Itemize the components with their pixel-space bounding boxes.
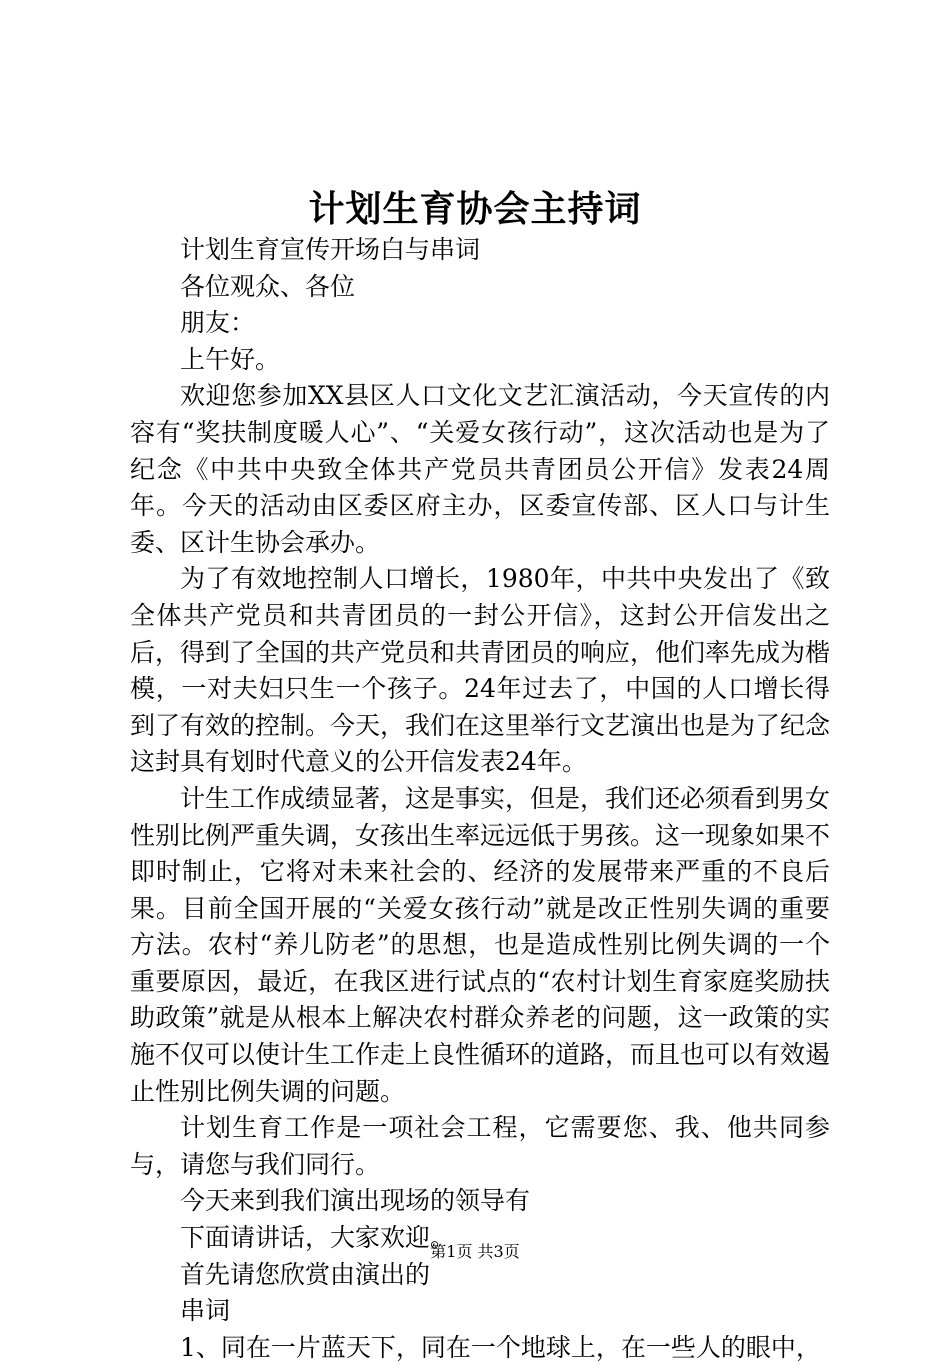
paragraph: 下面请讲话，大家欢迎。 [180,1223,456,1253]
paragraph: 朋友： [180,308,256,338]
paragraph: 计生工作成绩显著，这是事实，但是，我们还必须看到男女性别比例严重失调，女孩出生率远远低于男孩。这一现象如果不即时制止，它将对未来社会的、经济的发展带来严重的不良后果。目前全国开展的“关爱女孩行动”就是改正性别失调的重要方法。农村“养儿防老”的思想，也是造成性别比例失调的一个重要原因，最近，在我区进行试点的“农村计划生育家庭奖励扶助政策”就是从根本上解决农村群众养老的问题，这一政策的实施不仅可以使计生工作走上良性循环的道路，而且也可以有效遏止性别比例失调的问题。 [130,783,831,1106]
paragraph: 计划生育宣传开场白与串词 [180,235,481,264]
paragraph: 各位观众、各位 [180,271,356,301]
page-number-footer: 第1页 共3页 [430,1242,520,1261]
paragraph: 串词 [180,1296,231,1326]
paragraph: 1、同在一片蓝天下，同在一个地球上，在一些人的眼中， [180,1332,821,1362]
paragraph: 为了有效地控制人口增长，1980年，中共中央发出了《致全体共产党员和共青团员的一封公开信》，这封公开信发出之后，得到了全国的共产党员和共青团员的响应，他们率先成为楷模，一对夫妇只生一个孩子。24年过去了，中国的人口增长得到了有效的控制。今天，我们在这里举行文艺演出也是为了纪念这封具有划时代意义的公开信发表24年。 [130,564,831,777]
paragraph: 今天来到我们演出现场的领导有 [180,1186,531,1216]
paragraph: 首先请您欣赏由演出的 [180,1259,431,1289]
paragraph: 欢迎您参加XX县区人口文化文艺汇演活动，今天宣传的内容有“奖扶制度暖人心”、“关爱女孩行动”，这次活动也是为了纪念《中共中央致全体共产党员共青团员公开信》发表24周年。今天的活动由区委区府主办，区委宣传部、区人口与计生委、区计生协会承办。 [130,381,830,557]
paragraph: 计划生育工作是一项社会工程，它需要您、我、他共同参与，请您与我们同行。 [130,1113,830,1179]
document-title: 计划生育协会主持词 [308,188,642,230]
document-body [130,232,830,1366]
paragraph: 上午好。 [180,344,281,374]
